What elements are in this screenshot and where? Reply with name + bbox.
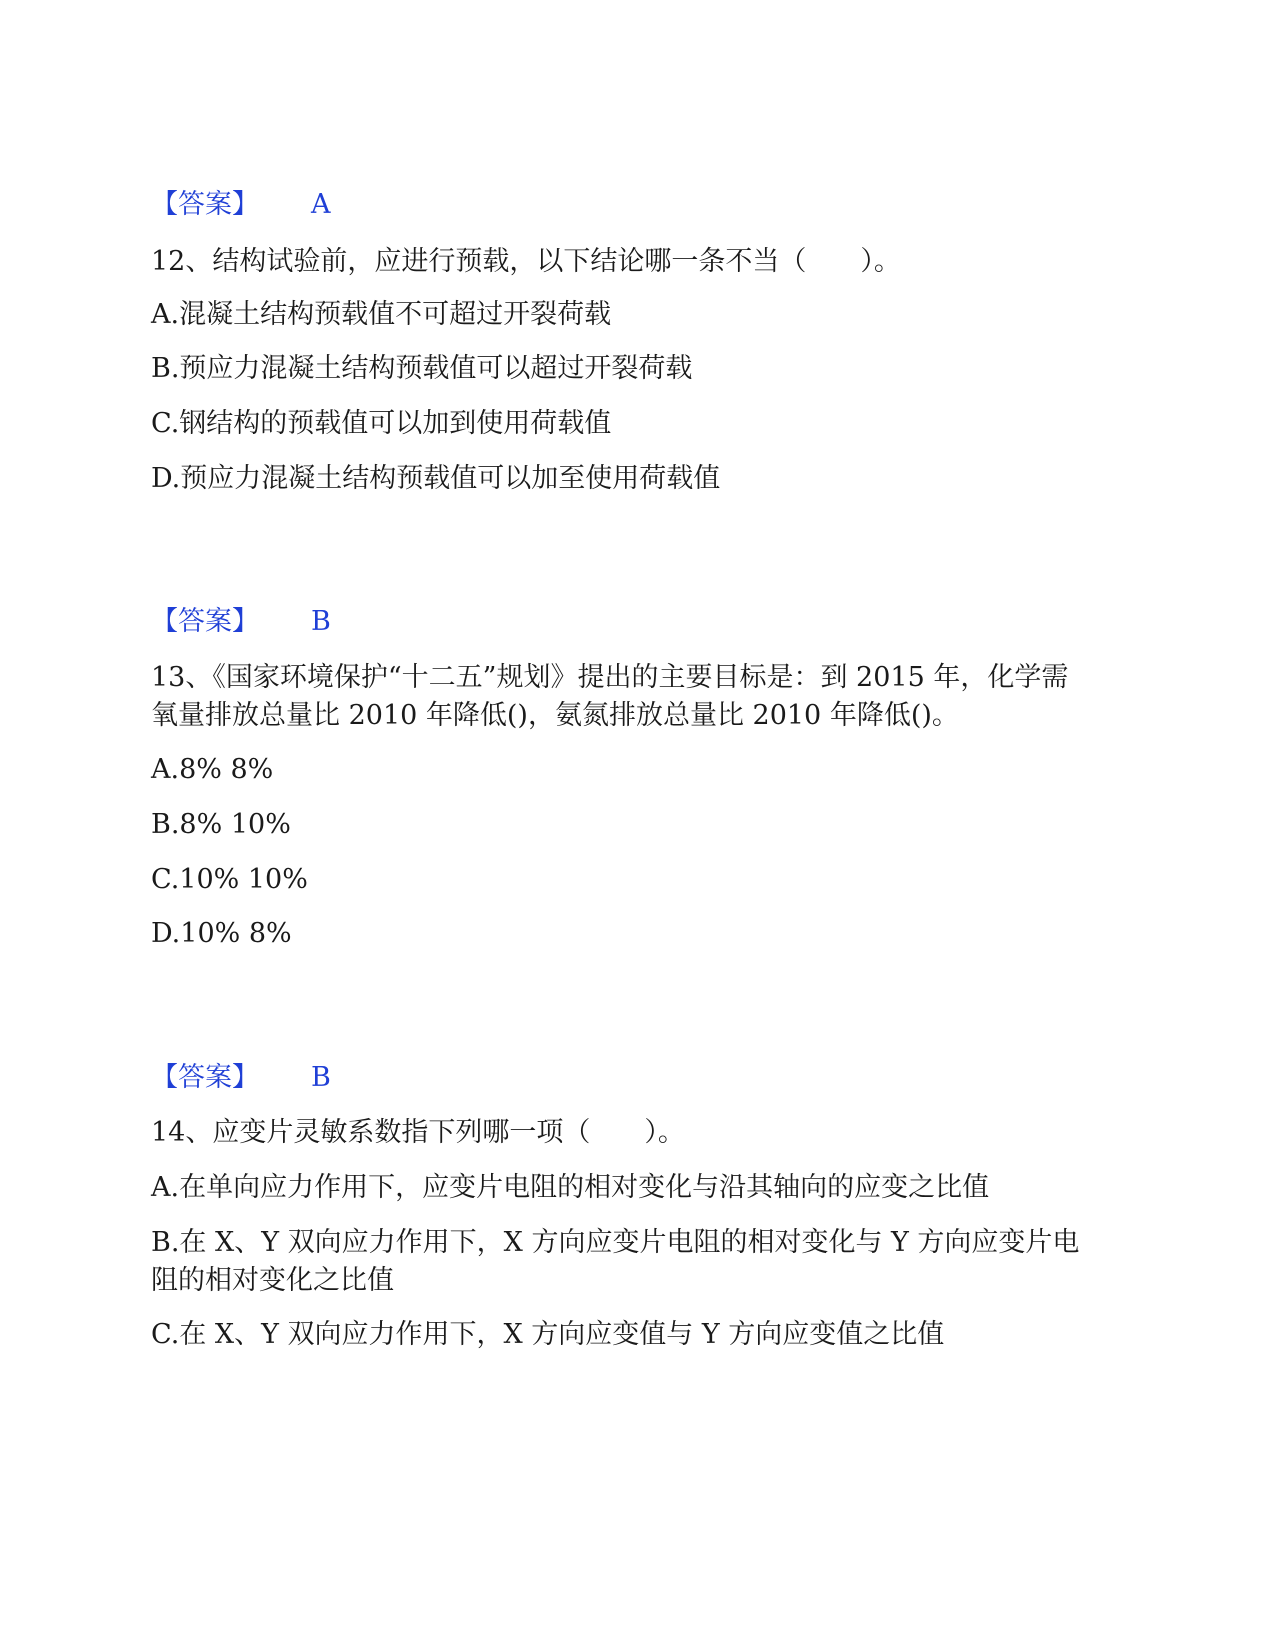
question-stem-line-2: 氧量排放总量比 2010 年降低()，氨氮排放总量比 2010 年降低()。 (151, 700, 959, 731)
option-a: A.8% 8% (151, 754, 274, 785)
answer-label: 【答案】 (151, 606, 259, 637)
answer-value: B (311, 1062, 331, 1093)
answer-line (151, 605, 331, 639)
answer-value: A (311, 189, 331, 220)
option-c: C.10% 10% (151, 864, 308, 895)
question-stem: 14、应变片灵敏系数指下列哪一项（ ）。 (151, 1117, 685, 1148)
option-c: C.在 X、Y 双向应力作用下，X 方向应变值与 Y 方向应变值之比值 (151, 1319, 945, 1350)
answer-value: B (311, 606, 331, 637)
option-b-line-2: 阻的相对变化之比值 (151, 1265, 394, 1296)
option-a: A.在单向应力作用下，应变片电阻的相对变化与沿其轴向的应变之比值 (151, 1172, 990, 1203)
option-d: D.10% 8% (151, 918, 292, 949)
answer-line (151, 1061, 331, 1095)
answer-label: 【答案】 (151, 1062, 259, 1093)
answer-line (151, 188, 331, 222)
option-d: D.预应力混凝土结构预载值可以加至使用荷载值 (151, 463, 721, 494)
question-stem: 12、结构试验前，应进行预载，以下结论哪一条不当（ ）。 (151, 246, 901, 277)
answer-label: 【答案】 (151, 189, 259, 220)
option-b-line-1: B.在 X、Y 双向应力作用下，X 方向应变片电阻的相对变化与 Y 方向应变片电 (151, 1227, 1080, 1258)
question-stem-line-1: 13、《国家环境保护“十二五”规划》提出的主要目标是：到 2015 年，化学需 (151, 662, 1069, 693)
option-a: A.混凝土结构预载值不可超过开裂荷载 (151, 299, 612, 330)
option-b: B.8% 10% (151, 809, 291, 840)
option-c: C.钢结构的预载值可以加到使用荷载值 (151, 408, 612, 439)
option-b: B.预应力混凝土结构预载值可以超过开裂荷载 (151, 353, 693, 384)
